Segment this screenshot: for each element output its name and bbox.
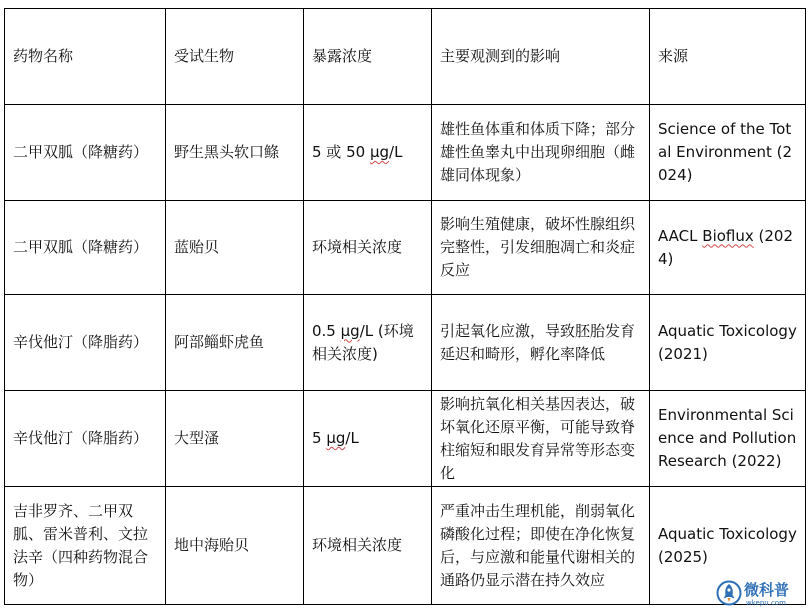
header-effect: 主要观测到的影响 [432,9,650,105]
cell-organism: 地中海贻贝 [166,487,304,605]
table-row [5,391,806,487]
cell-drug: 吉非罗齐、二甲双胍、雷米普利、文拉法辛（四种药物混合物） [5,487,166,605]
cell-drug: 二甲双胍（降糖药） [5,201,166,295]
header-source: 来源 [650,9,806,105]
table-header-row [5,9,806,105]
drug-effects-table [4,8,806,605]
header-concentration: 暴露浓度 [304,9,432,105]
cell-drug: 辛伐他汀（降脂药） [5,391,166,487]
header-organism: 受试生物 [166,9,304,105]
cell-effect: 严重冲击生理机能，削弱氧化磷酸化过程；即使在净化恢复后，与应激和能量代谢相关的通路仍显示潜在持久效应 [432,487,650,605]
spellcheck-underline: Bioflux [702,226,754,245]
table-row [5,487,806,605]
cell-concentration: 5 或 50 μg/L [304,105,432,201]
spellcheck-underline: μg [340,321,360,340]
watermark-subtitle: wkepu.com [746,599,786,607]
cell-source: Environmental Science and Pollution Research (2022) [650,391,806,487]
cell-concentration: 环境相关浓度 [304,201,432,295]
cell-effect: 影响生殖健康，破坏性腺组织完整性，引发细胞凋亡和炎症反应 [432,201,650,295]
spellcheck-underline: μg [326,429,346,447]
cell-source: Science of the Total Environment (2024) [650,105,806,201]
watermark-logo [716,579,808,607]
cell-organism: 阿部鲻虾虎鱼 [166,295,304,391]
table-row [5,295,806,391]
cell-source: AACL Bioflux (2024) [650,201,806,295]
cell-drug: 二甲双胍（降糖药） [5,105,166,201]
cell-effect: 雄性鱼体重和体质下降；部分雄性鱼睾丸中出现卵细胞（雌雄同体现象） [432,105,650,201]
cell-concentration: 0.5 μg/L (环境相关浓度) [304,295,432,391]
rocket-icon [718,582,741,605]
cell-source: Aquatic Toxicology (2021) [650,295,806,391]
cell-effect: 引起氧化应激，导致胚胎发育延迟和畸形，孵化率降低 [432,295,650,391]
header-drug: 药物名称 [5,9,166,105]
cell-source: Aquatic Toxicology (2025) [650,487,806,605]
spellcheck-underline: μg [369,143,390,161]
cell-concentration: 环境相关浓度 [304,487,432,605]
cell-concentration: 5 μg/L [304,391,432,487]
table-row [5,201,806,295]
table-row [5,105,806,201]
watermark-title: 微科普 [744,581,790,599]
cell-organism: 野生黑头软口鲦 [166,105,304,201]
cell-drug: 辛伐他汀（降脂药） [5,295,166,391]
cell-effect: 影响抗氧化相关基因表达，破坏氧化还原平衡，可能导致脊柱缩短和眼发育异常等形态变化 [432,391,650,487]
cell-organism: 大型溞 [166,391,304,487]
cell-organism: 蓝贻贝 [166,201,304,295]
